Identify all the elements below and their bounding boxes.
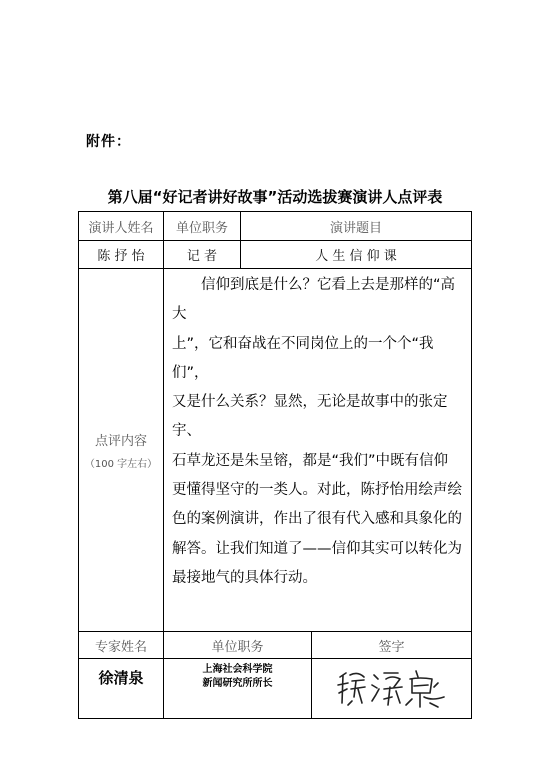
speaker-row <box>79 241 472 269</box>
handwritten-signature <box>334 667 452 709</box>
review-text <box>164 269 471 593</box>
review-content-cell <box>164 269 472 632</box>
header-unit-position: 单位职务 <box>164 212 241 241</box>
review-line: 更懂得坚守的一类人。对此，陈抒怡用绘声绘 <box>172 482 462 499</box>
speech-topic: 人 生 信 仰 课 <box>241 241 472 269</box>
review-row <box>79 269 472 632</box>
review-line: 信仰到底是什么？它看上去是那样的“高大 <box>172 277 456 323</box>
header-speaker-name: 演讲人姓名 <box>79 212 164 241</box>
expert-header-unit-position: 单位职务 <box>164 632 312 659</box>
expert-org-line2: 新闻研究所所长 <box>202 678 273 689</box>
expert-row <box>79 659 472 719</box>
expert-name: 徐清泉 <box>98 669 144 687</box>
review-hint: （100 字左右） <box>84 459 158 470</box>
signature-cell <box>312 659 472 719</box>
review-line: 上”，它和奋战在不同岗位上的一个个“我们”， <box>172 335 434 381</box>
review-line: 石草龙还是朱呈镕，都是“我们”中既有信仰 <box>172 452 449 469</box>
expert-header-signature: 签字 <box>312 632 472 659</box>
header-row <box>79 212 472 241</box>
attachment-label: 附件： <box>86 134 131 150</box>
expert-org-cell <box>164 659 312 719</box>
expert-org-line1: 上海社会科学院 <box>202 664 273 675</box>
review-line: 最接地气的具体行动。 <box>172 569 317 586</box>
speaker-position: 记 者 <box>164 241 241 269</box>
header-speech-topic: 演讲题目 <box>241 212 472 241</box>
review-line: 解答。让我们知道了——信仰其实可以转化为 <box>172 540 462 557</box>
speaker-name: 陈 抒 怡 <box>79 241 164 269</box>
expert-header-name: 专家姓名 <box>79 632 164 659</box>
review-line: 色的案例演讲，作出了很有代入感和具象化的 <box>172 511 462 528</box>
review-form-table <box>78 211 472 719</box>
review-label: 点评内容 <box>94 434 147 449</box>
document-title: 第八届“好记者讲好故事”活动选拔赛演讲人点评表 <box>107 188 443 206</box>
review-label-cell <box>79 269 164 632</box>
review-line: 又是什么关系？显然，无论是故事中的张定宇、 <box>172 394 448 440</box>
expert-name-cell <box>79 659 164 719</box>
expert-header-row <box>79 632 472 659</box>
